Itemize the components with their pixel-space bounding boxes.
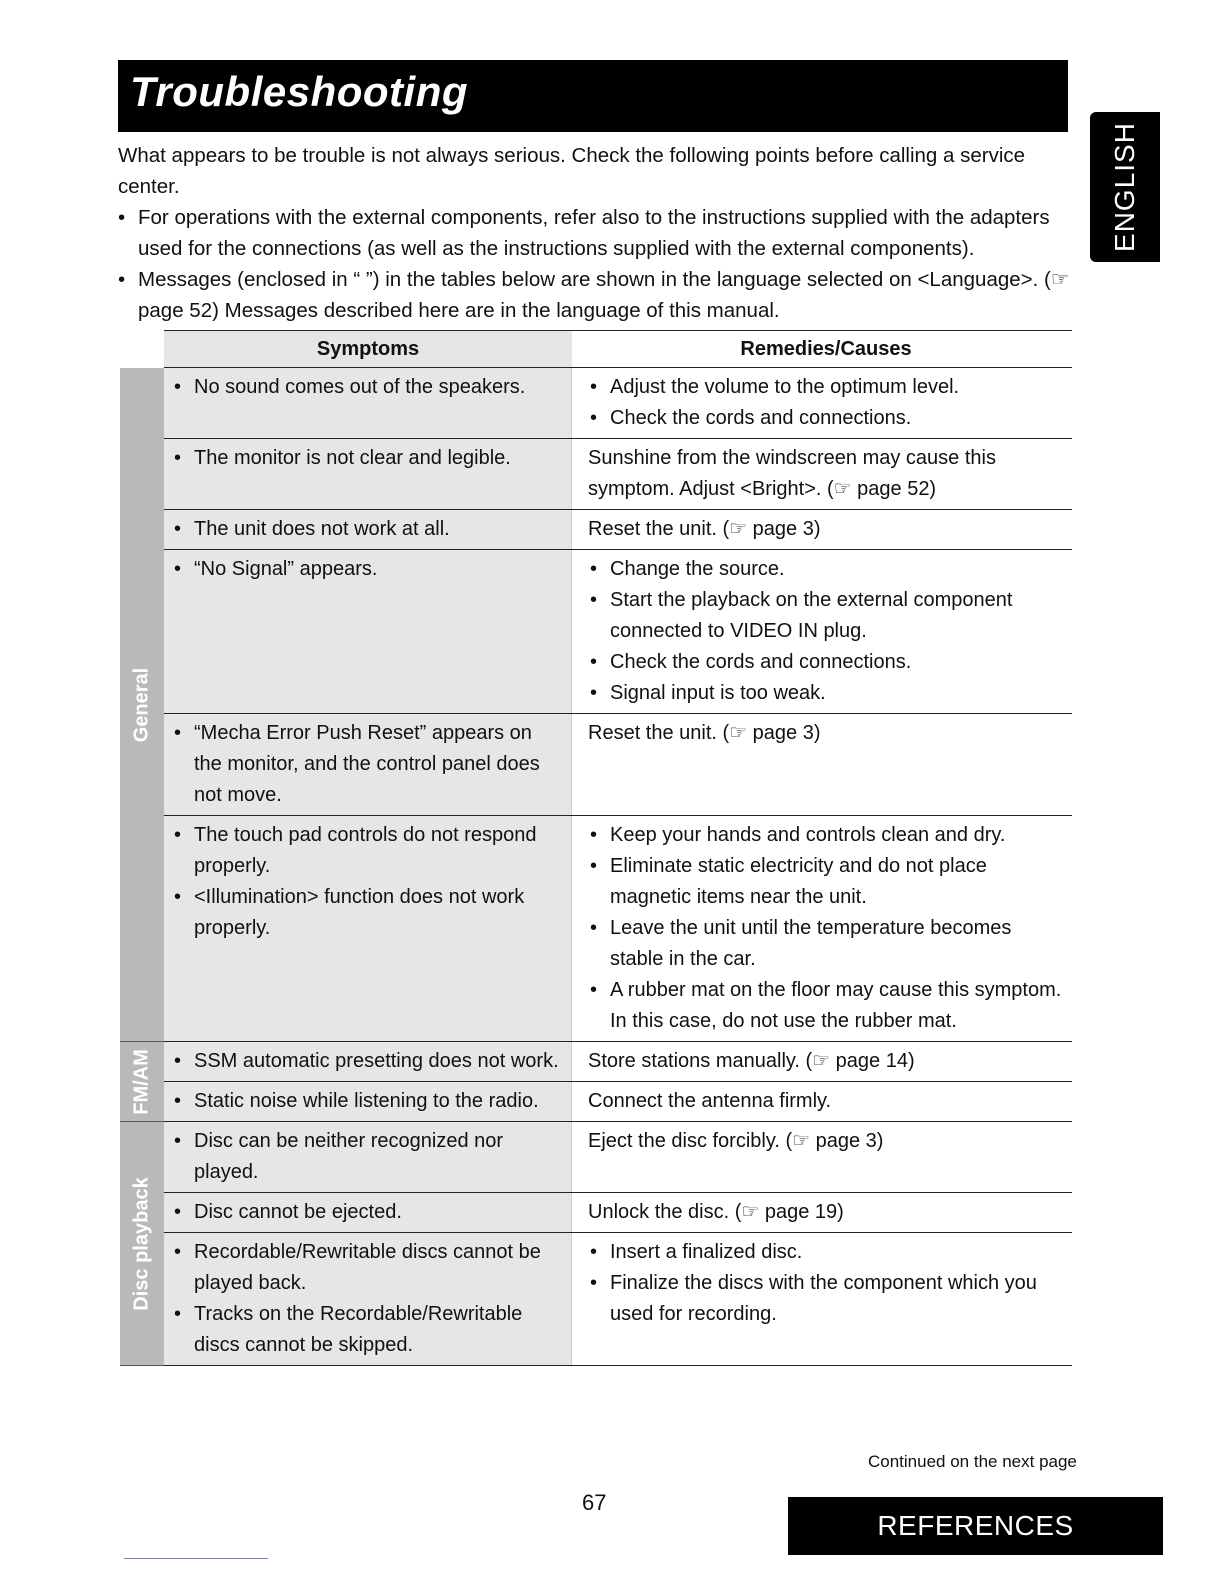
intro — [118, 140, 1078, 326]
language-tab — [1090, 112, 1160, 262]
group-general — [120, 368, 1072, 1042]
page-number: 67 — [582, 1490, 607, 1515]
remedy-text: Connect the antenna firmly. — [588, 1090, 832, 1112]
language-label: ENGLISH — [1109, 122, 1140, 252]
table-row — [164, 1233, 1072, 1366]
table-row — [164, 1082, 1072, 1122]
remedy-cell — [580, 1233, 1072, 1365]
remedy-cell — [580, 368, 1072, 438]
remedy-text: Reset the unit. (☞ page 3) — [588, 518, 821, 540]
symptom-cell — [164, 1122, 572, 1192]
symptom-item: • <Illumination> function does not work properly. — [172, 882, 563, 944]
symptom-item: • The monitor is not clear and legible. — [172, 443, 563, 474]
intro-lead: What appears to be trouble is not always serious. Check the following points before calling a service center. — [118, 144, 1026, 198]
symptom-item: • No sound comes out of the speakers. — [172, 372, 563, 403]
remedy-item: • Signal input is too weak. — [588, 678, 1066, 709]
remedy-text: Store stations manually. (☞ page 14) — [588, 1050, 915, 1072]
continued-note: Continued on the next page — [868, 1452, 1077, 1471]
symptom-cell — [164, 1082, 572, 1121]
symptom-item: • The unit does not work at all. — [172, 514, 563, 545]
symptom-item: • Disc cannot be ejected. — [172, 1197, 563, 1228]
symptom-cell — [164, 1193, 572, 1232]
remedy-item: • Keep your hands and controls clean and dry. — [588, 820, 1066, 851]
symptom-item: • Disc can be neither recognized nor played. — [172, 1126, 563, 1188]
group-label: General — [130, 667, 153, 742]
symptom-item: • Static noise while listening to the radio. — [172, 1086, 563, 1117]
section-bar — [788, 1497, 1163, 1555]
group-disc-playback — [120, 1122, 1072, 1366]
table-row — [164, 550, 1072, 714]
remedy-item: • Adjust the volume to the optimum level. — [588, 372, 1066, 403]
group-label: FM/AM — [130, 1048, 153, 1115]
symptom-cell — [164, 510, 572, 549]
remedy-cell — [580, 1042, 1072, 1081]
divider — [124, 1558, 268, 1559]
remedy-item: • Eliminate static electricity and do not place magnetic items near the unit. — [588, 851, 1066, 913]
symptom-cell — [164, 816, 572, 1041]
remedy-cell — [580, 510, 1072, 549]
troubleshooting-table — [120, 330, 1072, 1366]
remedy-item: • Leave the unit until the temperature becomes stable in the car. — [588, 913, 1066, 975]
group-tab — [120, 1042, 164, 1122]
group-tab — [120, 1122, 164, 1366]
group-fm-am — [120, 1042, 1072, 1122]
remedy-cell — [580, 1193, 1072, 1232]
remedy-item: • Check the cords and connections. — [588, 647, 1066, 678]
table-row — [164, 368, 1072, 439]
remedy-cell — [580, 1082, 1072, 1121]
table-row — [164, 1042, 1072, 1082]
symptom-item: • Tracks on the Recordable/Rewritable discs cannot be skipped. — [172, 1299, 563, 1361]
group-label: Disc playback — [130, 1176, 153, 1311]
symptom-item: • “No Signal” appears. — [172, 554, 563, 585]
symptom-cell — [164, 1233, 572, 1365]
table-row — [164, 714, 1072, 816]
symptom-item: • “Mecha Error Push Reset” appears on the monitor, and the control panel does not move. — [172, 718, 563, 811]
remedy-item: • Change the source. — [588, 554, 1066, 585]
symptom-cell — [164, 550, 572, 713]
remedy-item: • Check the cords and connections. — [588, 403, 1066, 434]
symptom-cell — [164, 1042, 572, 1081]
remedy-text: Sunshine from the windscreen may cause this symptom. Adjust <Bright>. (☞ page 52) — [588, 447, 996, 500]
group-tab — [120, 368, 164, 1042]
remedy-cell — [580, 439, 1072, 509]
table-header — [164, 330, 1072, 368]
remedy-cell — [580, 550, 1072, 713]
table-row — [164, 439, 1072, 510]
intro-bullet: • For operations with the external components, refer also to the instructions supplied with the adapters used for the connections (as well as the instructions supplied with the external components). — [118, 202, 1078, 264]
table-row — [164, 1122, 1072, 1193]
table-row — [164, 510, 1072, 550]
intro-bullet: • Messages (enclosed in “ ”) in the tables below are shown in the language selected on <Language>. (☞ page 52) Messages described here are in the language of this manual. — [118, 264, 1078, 326]
remedy-item: • Insert a finalized disc. — [588, 1237, 1066, 1268]
remedies-header: Remedies/Causes — [740, 338, 912, 360]
title-bar — [118, 60, 1068, 132]
remedy-text: Reset the unit. (☞ page 3) — [588, 722, 821, 744]
remedy-cell — [580, 714, 1072, 815]
page-title: Troubleshooting — [130, 68, 469, 115]
symptoms-header: Symptoms — [164, 331, 572, 367]
symptom-item: • The touch pad controls do not respond properly. — [172, 820, 563, 882]
remedy-cell — [580, 816, 1072, 1041]
remedy-item: • Start the playback on the external component connected to VIDEO IN plug. — [588, 585, 1066, 647]
remedy-cell — [580, 1122, 1072, 1192]
section-label: REFERENCES — [877, 1510, 1074, 1541]
remedy-text: Unlock the disc. (☞ page 19) — [588, 1201, 844, 1223]
symptom-cell — [164, 714, 572, 815]
symptom-cell — [164, 439, 572, 509]
table-row — [164, 1193, 1072, 1233]
remedy-item: • A rubber mat on the floor may cause this symptom. In this case, do not use the rubber mat. — [588, 975, 1066, 1037]
symptom-item: • SSM automatic presetting does not work. — [172, 1046, 563, 1077]
symptom-item: • Recordable/Rewritable discs cannot be played back. — [172, 1237, 563, 1299]
remedy-text: Eject the disc forcibly. (☞ page 3) — [588, 1130, 884, 1152]
remedy-item: • Finalize the discs with the component which you used for recording. — [588, 1268, 1066, 1330]
symptom-cell — [164, 368, 572, 438]
table-row — [164, 816, 1072, 1042]
